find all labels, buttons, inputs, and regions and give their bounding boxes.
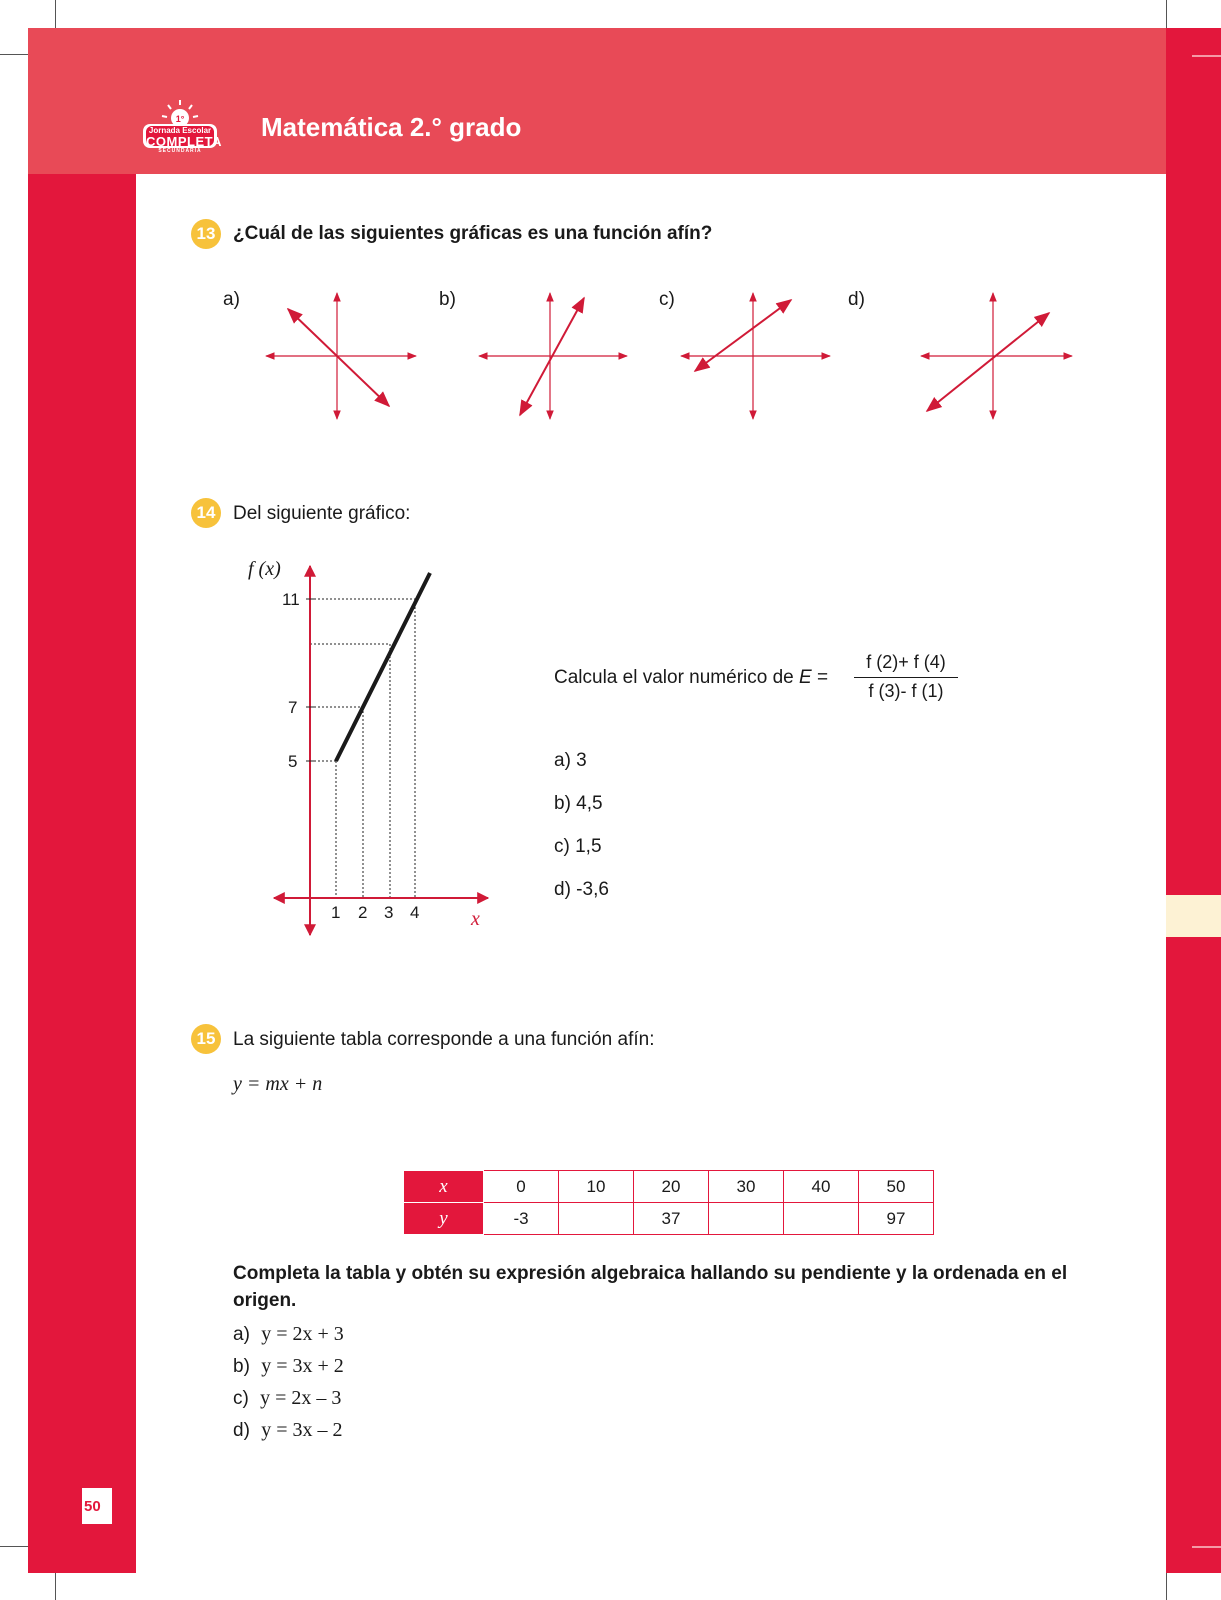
logo-text-top: Jornada Escolar [148, 126, 212, 135]
q13-option-a-label: a) [223, 289, 240, 310]
q13-graph-d [921, 293, 1072, 419]
section-tab [1166, 895, 1221, 937]
table-cell: -3 [484, 1203, 559, 1235]
table-cell: 0 [484, 1171, 559, 1203]
q14-choice-b[interactable]: b) 4,5 [554, 793, 603, 814]
table-row [404, 1203, 934, 1235]
q15-instruction: Completa la tabla y obtén su expresión algebraica hallando su pendiente y la ordenada en el origen. [233, 1263, 1068, 1311]
q15-choice-a[interactable] [233, 1323, 344, 1346]
q15-choice-c-label: c) [233, 1388, 249, 1409]
q14-numerator: f (2)+ f (4) [866, 652, 946, 672]
q14-choice-a[interactable]: a) 3 [554, 750, 587, 771]
q14-choice-d[interactable]: d) -3,6 [554, 879, 609, 900]
q13-option-d-label: d) [848, 289, 865, 310]
q14-x-tick-3: 3 [384, 903, 394, 922]
q13-graphs [0, 0, 1221, 440]
table-cell-empty[interactable] [559, 1203, 634, 1235]
q15-choice-d[interactable] [233, 1419, 342, 1442]
crop-mark [0, 1546, 28, 1547]
q13-graph-c [681, 293, 830, 419]
q14-y-tick-11: 11 [282, 590, 300, 609]
crop-mark [1166, 1573, 1167, 1600]
q14-x-tick-1: 1 [331, 903, 341, 922]
q14-y-tick-7: 7 [288, 698, 298, 717]
q13-graph-b [479, 293, 627, 419]
crop-mark [55, 1573, 56, 1600]
q14-prompt [554, 667, 828, 689]
page-number: 50 [84, 1498, 101, 1515]
q15-choice-d-expr: y = 3x – 2 [261, 1419, 343, 1441]
q14-x-tick-4: 4 [410, 903, 420, 922]
page-title: Matemática 2.° grado [261, 112, 522, 142]
table-cell: 10 [559, 1171, 634, 1203]
q15-intro: La siguiente tabla corresponde a una función afín: [233, 1029, 655, 1050]
table-cell: 40 [784, 1171, 859, 1203]
q14-denominator: f (3)- f (1) [868, 681, 944, 701]
table-cell: 30 [709, 1171, 784, 1203]
table-cell: 20 [634, 1171, 709, 1203]
table-cell: 50 [859, 1171, 934, 1203]
q13-option-c-label: c) [659, 289, 675, 310]
table-header-x: x [404, 1171, 484, 1203]
logo-text-main: COMPLETA [146, 134, 222, 149]
q15-choice-b-label: b) [233, 1356, 250, 1377]
q14-choice-c[interactable]: c) 1,5 [554, 836, 602, 857]
table-cell: 37 [634, 1203, 709, 1235]
q14-var: E [799, 667, 812, 688]
q14-fraction-bar [854, 677, 958, 678]
q13-option-b-label: b) [439, 289, 456, 310]
q13-graph-a [266, 293, 416, 419]
q15-table [403, 1170, 934, 1235]
q14-guide-lines [310, 599, 415, 897]
question-number-14: 14 [191, 498, 221, 528]
q14-intro: Del siguiente gráfico: [233, 503, 411, 524]
table-cell-empty[interactable] [784, 1203, 859, 1235]
q14-prompt-text: Calcula el valor numérico de [554, 667, 794, 688]
q15-equation: y = mx + n [233, 1073, 323, 1095]
q14-y-tick-5: 5 [288, 752, 298, 771]
q15-choice-d-label: d) [233, 1420, 250, 1441]
table-header-y: y [404, 1203, 484, 1235]
question-number-13: 13 [191, 219, 221, 249]
q14-x-tick-2: 2 [358, 903, 368, 922]
table-cell-empty[interactable] [709, 1203, 784, 1235]
q15-choice-b-expr: y = 3x + 2 [261, 1355, 344, 1377]
q14-graph [240, 560, 500, 940]
q15-choice-a-expr: y = 2x + 3 [261, 1323, 344, 1345]
q15-choice-c[interactable] [233, 1387, 341, 1410]
table-cell: 97 [859, 1203, 934, 1235]
q15-choice-c-expr: y = 2x – 3 [260, 1387, 342, 1409]
right-bar-line [1192, 1546, 1221, 1548]
q15-choice-a-label: a) [233, 1324, 250, 1345]
q14-x-axis-label: x [471, 908, 480, 930]
q15-choice-b[interactable] [233, 1355, 344, 1378]
question-number-15: 15 [191, 1024, 221, 1054]
q14-y-axis-label: f (x) [248, 558, 281, 580]
logo-text-bottom: SECUNDARIA [158, 148, 202, 154]
q14-function-line [336, 573, 430, 761]
q14-equals: = [816, 667, 829, 688]
q13-question: ¿Cuál de las siguientes gráficas es una función afín? [233, 223, 713, 244]
table-row [404, 1171, 934, 1203]
svg-text:1°: 1° [175, 114, 185, 124]
